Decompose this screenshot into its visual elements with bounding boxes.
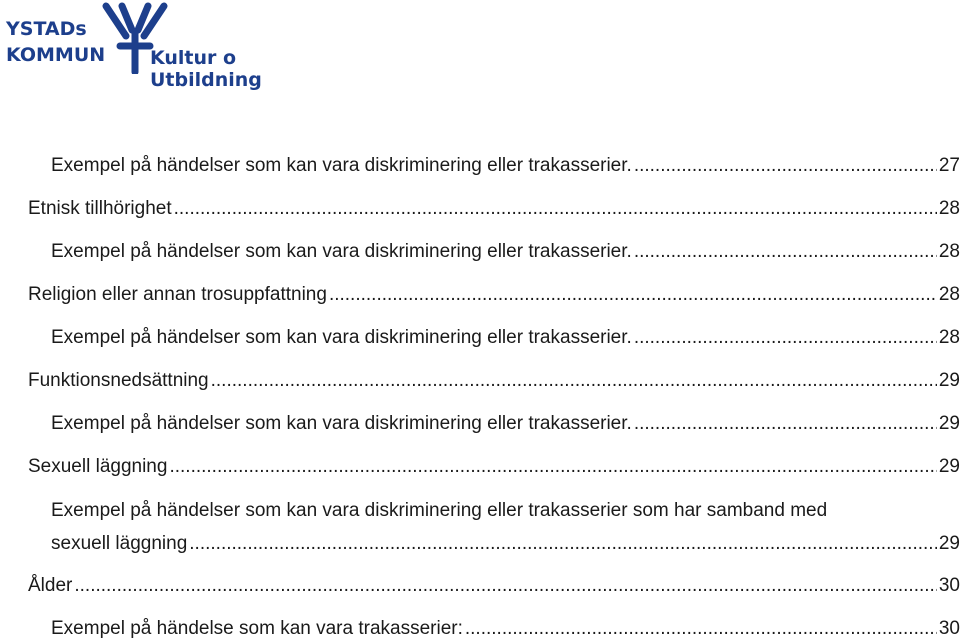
logo-text-line1: YSTADs bbox=[6, 18, 87, 40]
header bbox=[0, 0, 340, 91]
toc-entry-page: 29 bbox=[938, 456, 960, 477]
toc-entry-label: Etnisk tillhörighet bbox=[28, 198, 172, 219]
toc-entry[interactable] bbox=[51, 326, 960, 350]
toc-entry-page: 28 bbox=[938, 284, 960, 305]
toc-entry-page: 30 bbox=[938, 618, 960, 639]
toc-entry-label: Sexuell läggning bbox=[28, 456, 168, 477]
toc-entry-label: Religion eller annan trosuppfattning bbox=[28, 284, 327, 305]
logo-text-line2: KOMMUN bbox=[6, 44, 106, 66]
toc-entry-label: sexuell läggning bbox=[51, 533, 188, 554]
toc-leader-dots bbox=[634, 240, 937, 264]
toc-entry-page: 28 bbox=[938, 241, 960, 262]
toc-leader-dots bbox=[329, 283, 937, 307]
toc-leader-dots bbox=[465, 617, 937, 641]
toc-entry-label: Exempel på händelser som kan vara diskriminering eller trakasserier. bbox=[51, 413, 632, 434]
department-name: Kultur o Utbildning bbox=[150, 47, 262, 91]
toc-entry[interactable] bbox=[28, 574, 960, 598]
toc-leader-dots bbox=[634, 154, 937, 178]
toc-entry-page: 29 bbox=[938, 413, 960, 434]
toc-entry-label: Exempel på händelser som kan vara diskriminering eller trakasserier. bbox=[51, 327, 632, 348]
toc-entry-page: 27 bbox=[938, 155, 960, 176]
toc-entry[interactable] bbox=[51, 532, 960, 556]
toc-leader-dots bbox=[169, 455, 936, 479]
toc-entry[interactable] bbox=[28, 369, 960, 393]
toc-leader-dots bbox=[189, 532, 937, 556]
toc-leader-dots bbox=[634, 412, 937, 436]
toc-leader-dots bbox=[211, 369, 937, 393]
toc-entry-label: Exempel på händelser som kan vara diskriminering eller trakasserier. bbox=[51, 241, 632, 262]
toc-entry[interactable] bbox=[28, 455, 960, 479]
toc-leader-dots bbox=[74, 574, 937, 598]
toc-entry[interactable] bbox=[28, 197, 960, 221]
toc-entry[interactable] bbox=[51, 154, 960, 178]
toc-entry-page: 28 bbox=[938, 327, 960, 348]
toc-entry-label: Funktionsnedsättning bbox=[28, 370, 209, 391]
toc-entry[interactable] bbox=[51, 240, 960, 264]
toc-entry-page: 29 bbox=[938, 370, 960, 391]
toc-entry-page: 29 bbox=[938, 533, 960, 554]
toc-leader-dots bbox=[634, 326, 937, 350]
toc-entry-label: Exempel på händelser som kan vara diskriminering eller trakasserier. bbox=[51, 155, 632, 176]
toc-entry-label: Ålder bbox=[28, 575, 73, 596]
toc-entry-page: 28 bbox=[938, 198, 960, 219]
toc-entry-page: 30 bbox=[938, 575, 960, 596]
toc-entry-first-line[interactable]: Exempel på händelser som kan vara diskriminering eller trakasserier som har samband med bbox=[51, 500, 828, 521]
toc-entry[interactable] bbox=[51, 617, 960, 641]
toc-leader-dots bbox=[174, 197, 937, 221]
toc-entry-label: Exempel på händelse som kan vara trakasserier: bbox=[51, 618, 463, 639]
toc-entry[interactable] bbox=[28, 283, 960, 307]
toc-entry[interactable] bbox=[51, 412, 960, 436]
